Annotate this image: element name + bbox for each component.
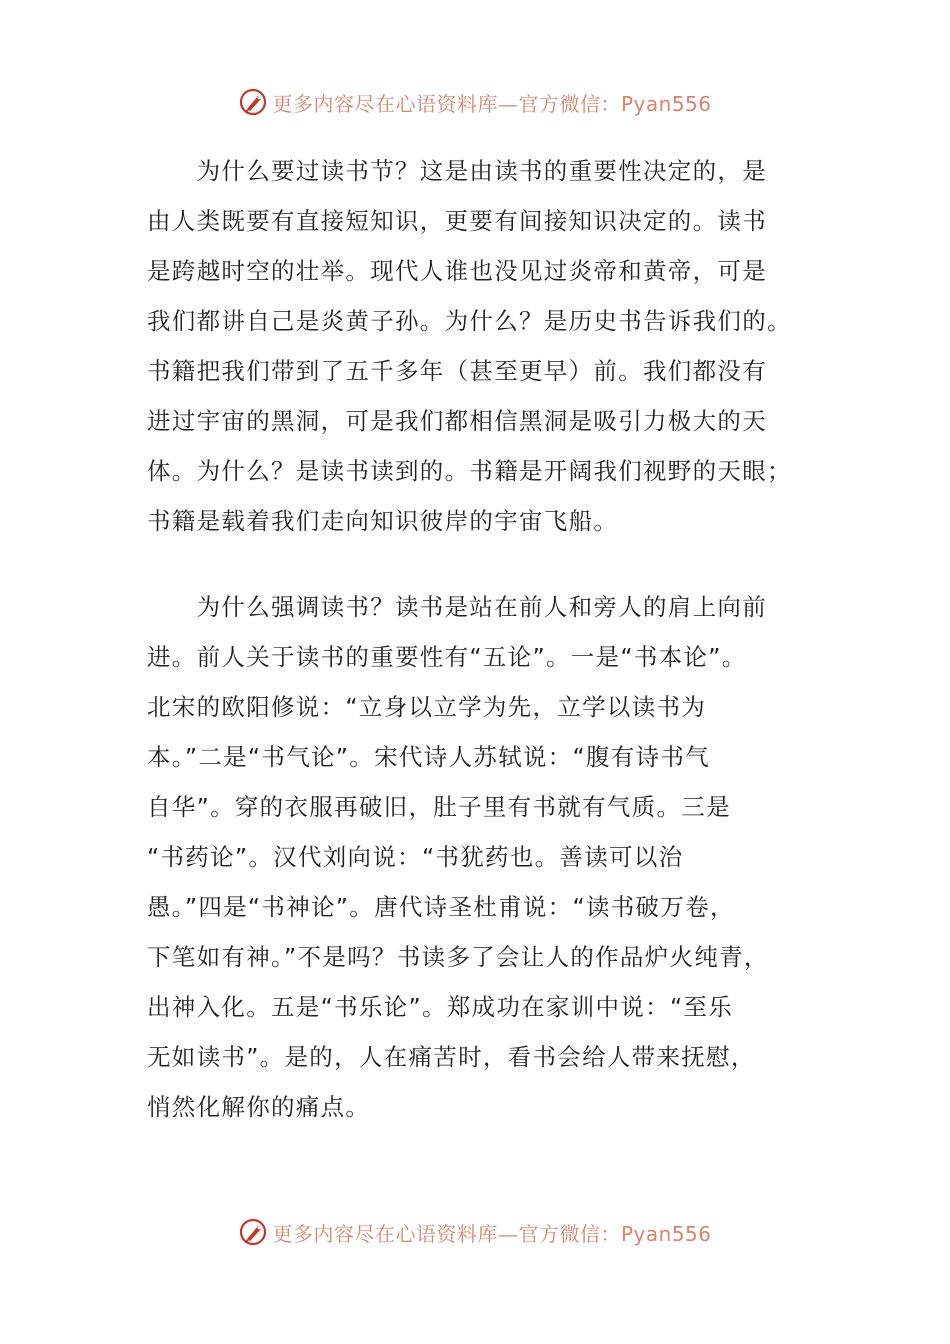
- pen-nib-logo-icon: [238, 87, 268, 117]
- paragraph-2: [147, 582, 807, 1132]
- header-banner: [0, 82, 950, 122]
- text-line: 是跨越时空的壮举。现代人谁也没见过炎帝和黄帝，可是: [147, 257, 767, 285]
- banner-handle: Pyan556: [620, 91, 712, 116]
- text-line: 本。”二是“书气论”。宋代诗人苏轼说：“腹有诗书气: [147, 743, 710, 771]
- paragraph-1: [147, 146, 807, 546]
- text-line: 我们都讲自己是炎黄子孙。为什么？是历史书告诉我们的。: [147, 307, 792, 335]
- text-line: 进。前人关于读书的重要性有“五论”。一是“书本论”。: [147, 643, 747, 671]
- banner-text: 更多内容尽在心语资料库—官方微信：Pyan556: [272, 1221, 712, 1246]
- text-line: “书药论”。汉代刘向说：“书犹药也。善读可以治: [147, 843, 684, 871]
- text-line: 由人类既要有直接短知识，更要有间接知识决定的。读书: [147, 207, 767, 235]
- text-line: 自华”。穿的衣服再破旧，肚子里有书就有气质。三是: [147, 793, 731, 821]
- text-line: 下笔如有神。”不是吗？书读多了会让人的作品炉火纯青，: [147, 943, 769, 971]
- text-line: 愚。”四是“书神论”。唐代诗圣杜甫说：“读书破万卷，: [147, 893, 735, 921]
- paragraph-gap: [147, 546, 807, 582]
- text-line: 为什么强调读书？读书是站在前人和旁人的肩上向前: [147, 593, 767, 621]
- text-line: 书籍是载着我们走向知识彼岸的宇宙飞船。: [147, 507, 619, 535]
- text-line: 出神入化。五是“书乐论”。郑成功在家训中说：“至乐: [147, 993, 734, 1021]
- text-line: 体。为什么？是读书读到的。书籍是开阔我们视野的天眼；: [147, 457, 792, 485]
- pen-nib-logo-icon: [238, 1217, 268, 1247]
- banner-text: 更多内容尽在心语资料库—官方微信：Pyan556: [272, 91, 712, 116]
- text-line: 悄然化解你的痛点。: [147, 1093, 371, 1121]
- text-line: 进过宇宙的黑洞，可是我们都相信黑洞是吸引力极大的天: [147, 407, 767, 435]
- footer-banner: [0, 1212, 950, 1252]
- text-line: 无如读书”。是的，人在痛苦时，看书会给人带来抚慰，: [147, 1043, 756, 1071]
- text-line: 书籍把我们带到了五千多年（甚至更早）前。我们都没有: [147, 357, 767, 385]
- text-line: 北宋的欧阳修说：“立身以立学为先，立学以读书为: [147, 693, 707, 721]
- banner-handle: Pyan556: [620, 1221, 712, 1246]
- document-body: [147, 146, 807, 1132]
- text-line: 为什么要过读书节？这是由读书的重要性决定的，是: [147, 157, 767, 185]
